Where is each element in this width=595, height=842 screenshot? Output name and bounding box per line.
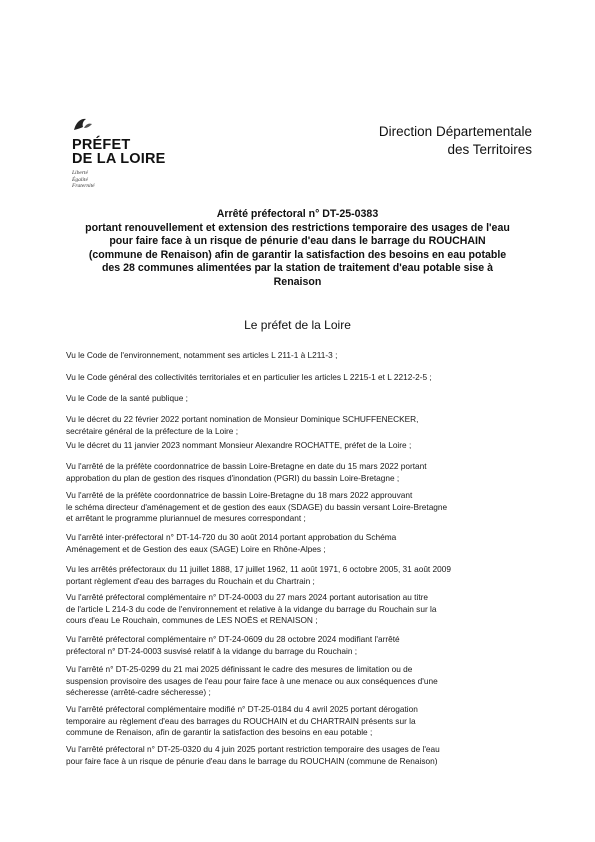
title-line: pour faire face à un risque de pénurie d'eau dans le barrage du ROUCHAIN — [109, 235, 486, 248]
visa-8: Vu l'arrêté inter-préfectoral n° DT-14-720 du 30 août 2014 portant approbation du Schéma Aménagement et de Gestion des eaux (SAGE) Loire en Rhône-Alpes ; — [66, 532, 397, 554]
visa-6: Vu l'arrêté de la préfète coordonnatrice de bassin Loire-Bretagne en date du 15 mars 2022 portant approbation du plan de gestion des risques d'inondation (PGRI) du bassin Loire-Bretagne ; — [66, 461, 427, 483]
visa-10: Vu l'arrêté préfectoral complémentaire n° DT-24-0003 du 27 mars 2024 portant autorisation au titre de l'article L 214-3 du code de l'environnement et relative à la vidange du barrage du Rouchain sur la cours d'eau Le Rouchain, communes de LES NOËS et RENAISON ; — [66, 592, 437, 626]
title-line: portant renouvellement et extension des restrictions temporaire des usages de l'eau — [85, 221, 510, 234]
title-line: (commune de Renaison) afin de garantir la satisfaction des besoins en eau potable — [88, 248, 507, 261]
direction-header: Direction Départementale des Territoires — [378, 124, 532, 157]
visa-7: Vu l'arrêté de la préfète coordonnatrice de bassin Loire-Bretagne du 18 mars 2022 approuvant le schéma directeur d'aménagement et de gestion des eaux (SDAGE) du bassin versant Loire-Bretagne et arrêtant le programme pluriannuel de mesures correspondant ; — [66, 490, 448, 524]
title-line: des 28 communes alimentées par la station de traitement d'eau potable sise à — [101, 262, 494, 275]
visa-14: Vu l'arrêté préfectoral n° DT-25-0320 du 4 juin 2025 portant restriction temporaire des usages de l'eau pour faire face à un risque de pénurie d'eau dans le barrage du ROUCHAIN (commune de Renaison) — [66, 744, 440, 766]
visa-3: Vu le Code de la santé publique ; — [66, 393, 188, 403]
visa-4: Vu le décret du 22 février 2022 portant nomination de Monsieur Dominique SCHUFFENECKER, secrétaire général de la préfecture de la Loire ; — [66, 414, 419, 436]
visa-11: Vu l'arrêté préfectoral complémentaire n° DT-24-0609 du 28 octobre 2024 modifiant l'arrêté préfectoral n° DT-24-0003 susvisé relatif à la vidange du barrage du Rouchain ; — [66, 634, 400, 656]
logo-line-1: PRÉFET — [72, 137, 131, 153]
decree-number: Arrêté préfectoral n° DT-25-0383 — [216, 208, 379, 220]
visa-12: Vu l'arrêté n° DT-25-0299 du 21 mai 2025 définissant le cadre des mesures de limitation ou de suspension provisoire des usages de l'eau pour faire face à une menace ou aux conséquences d'une sécheresse (arrêté-cadre sécheresse) ; — [66, 664, 438, 698]
visa-1: Vu le Code de l'environnement, notamment ses articles L 211-1 à L211-3 ; — [66, 350, 338, 360]
visa-2: Vu le Code général des collectivités territoriales et en particulier les articles L 2215-1 et L 2212-2-5 ; — [66, 372, 432, 382]
logo-line-2: DE LA LOIRE — [72, 151, 166, 167]
visa-9: Vu les arrêtés préfectoraux du 11 juillet 1888, 17 juillet 1962, 11 août 1971, 6 octobre 2005, 31 août 2009 portant règlement d'eau des barrages du Rouchain et du Chartrain ; — [66, 564, 452, 586]
decree-title — [62, 208, 533, 290]
prefet-logo — [72, 116, 192, 190]
marianne-icon — [72, 116, 94, 132]
republic-motto: Liberté Égalité Fraternité — [72, 170, 95, 189]
title-line: Renaison — [273, 275, 322, 288]
visa-5: Vu le décret du 11 janvier 2023 nommant Monsieur Alexandre ROCHATTE, préfet de la Loire ; — [66, 440, 412, 450]
visa-13: Vu l'arrêté préfectoral complémentaire modifié n° DT-25-0184 du 4 avril 2025 portant dérogation temporaire au règlement d'eau des barrages du ROUCHAIN et du CHARTRAIN présents sur la commune de Renaison, afin de garantir la satisfaction des besoins en eau potable ; — [66, 704, 418, 738]
prefet-heading: Le préfet de la Loire — [244, 318, 351, 332]
